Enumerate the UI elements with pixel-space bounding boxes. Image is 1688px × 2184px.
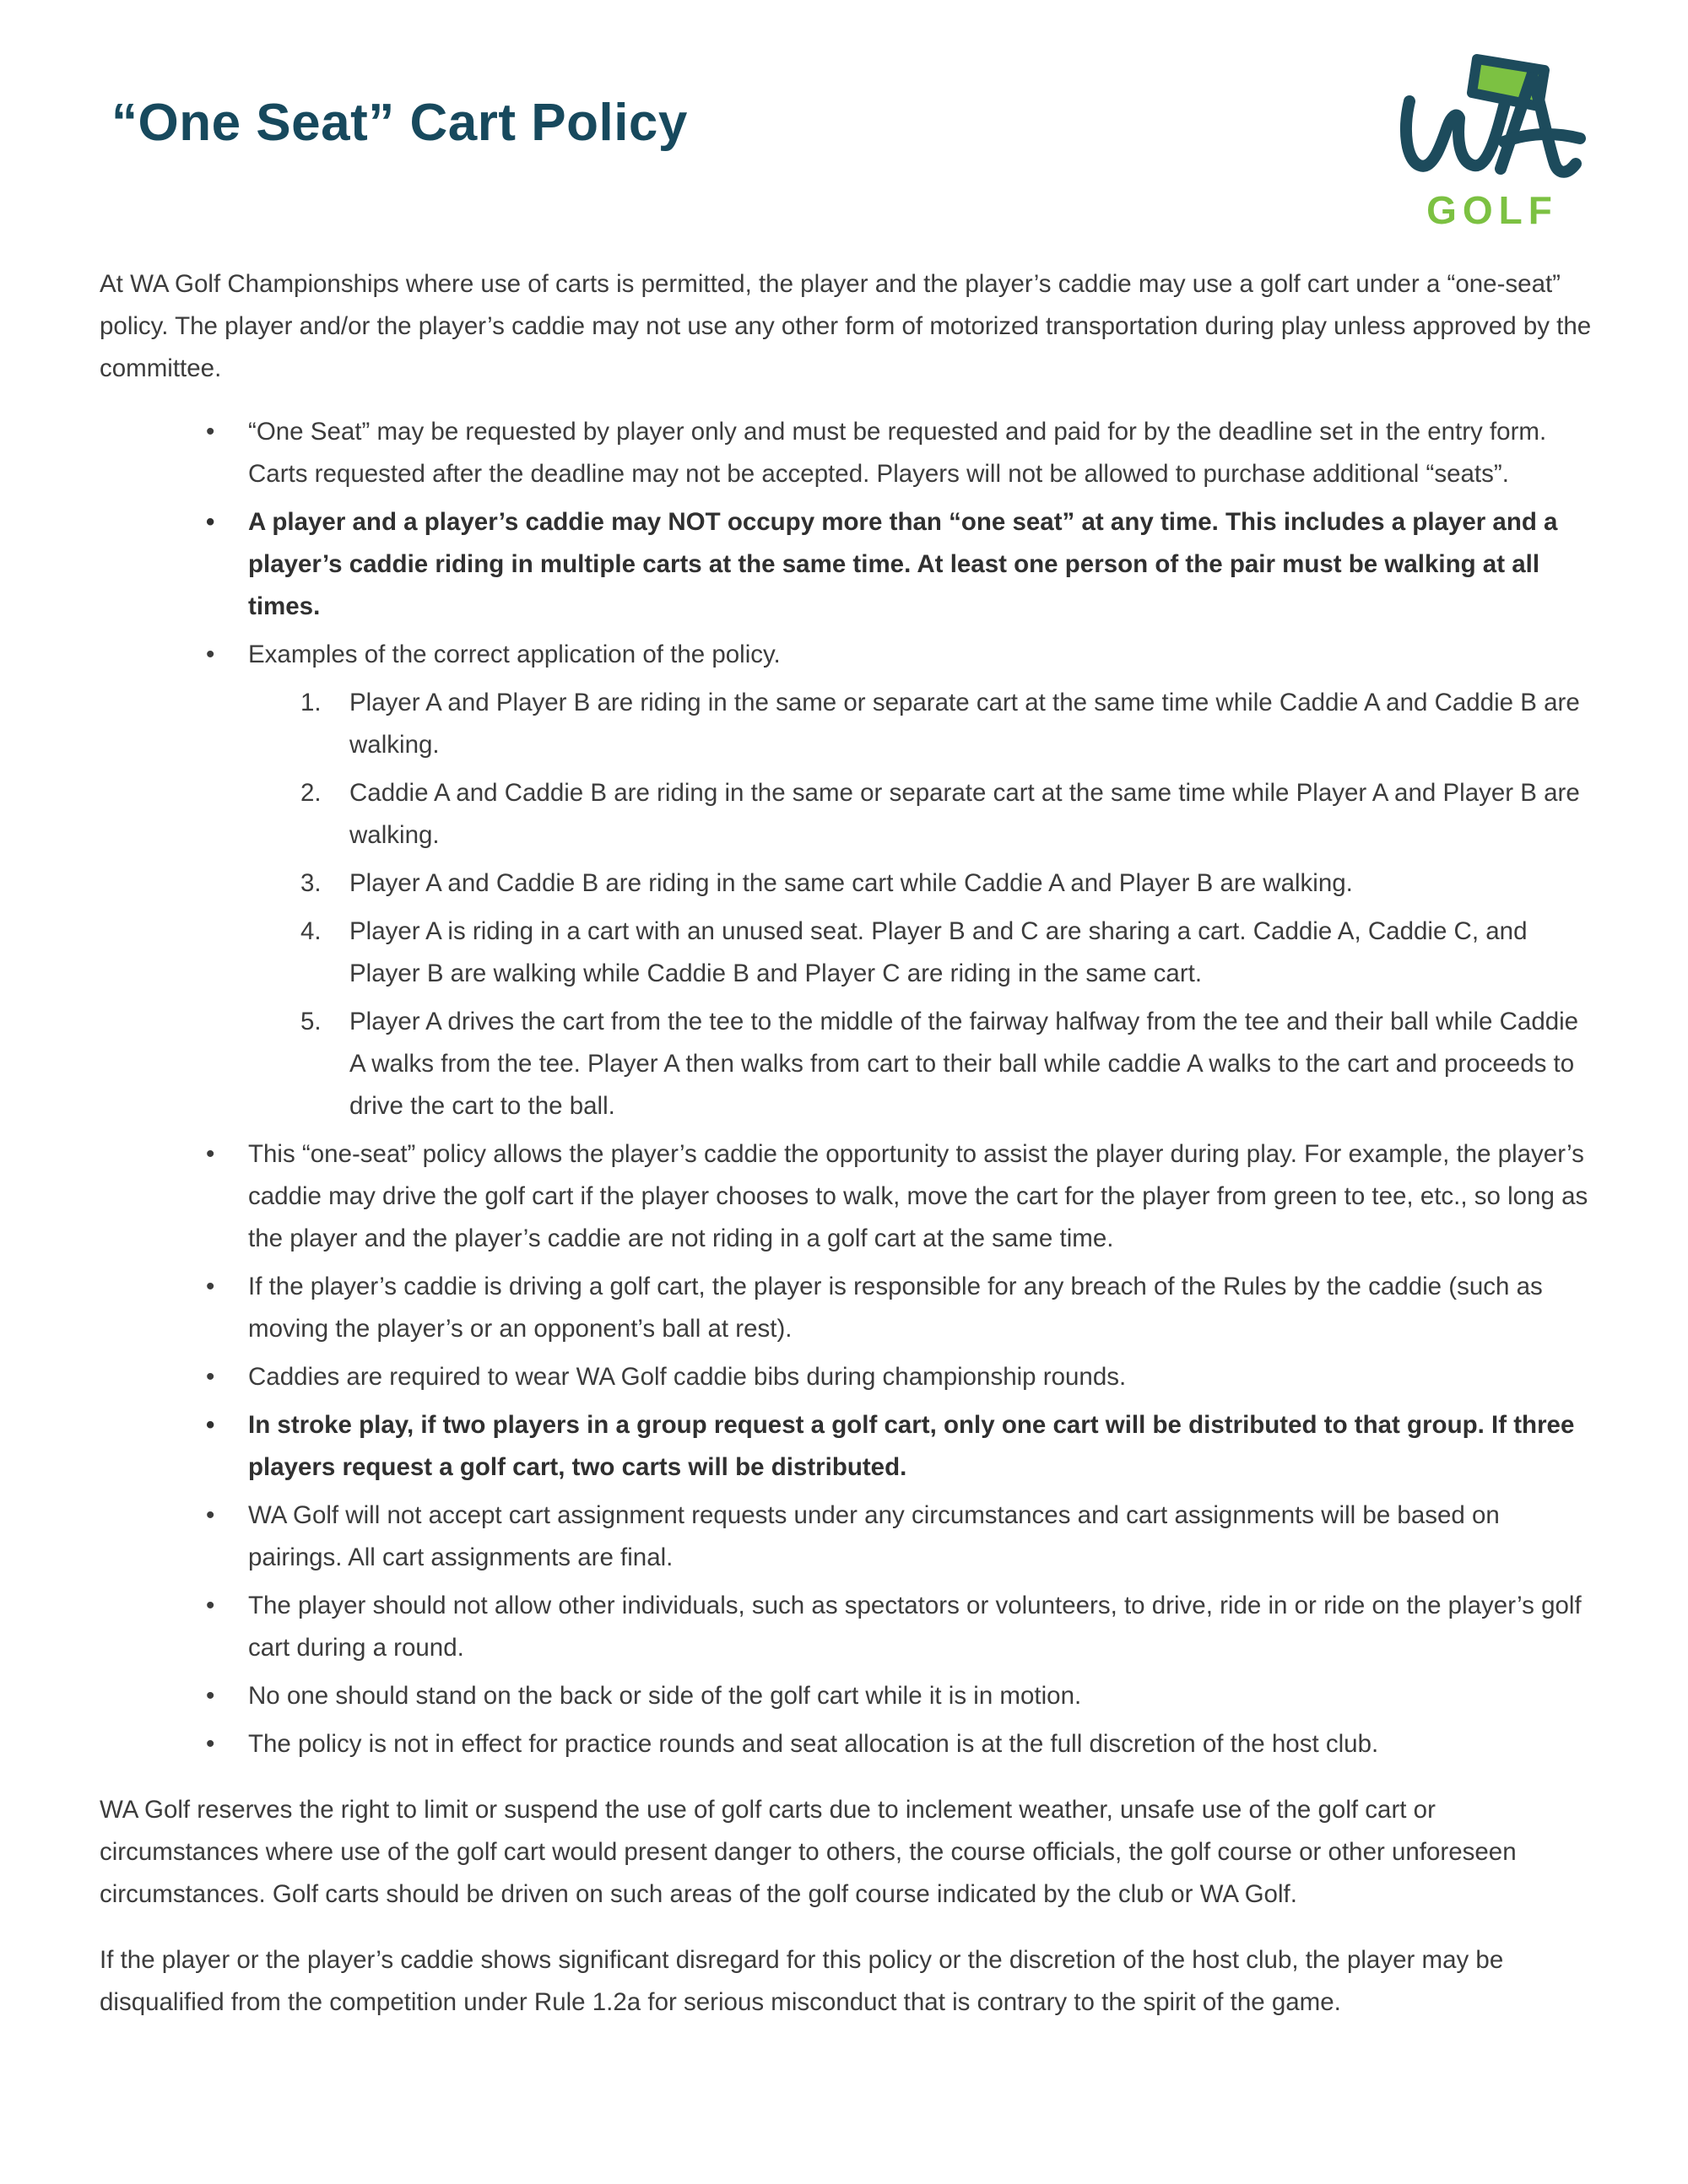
intro-paragraph: At WA Golf Championships where use of carts is permitted, the player and the player’s caddie may use a golf cart under a “one-seat” policy. The player and/or the player’s caddie may not use any other form of motorized transportation during play unless approved by the committee.	[100, 270, 1592, 382]
closing-paragraph: If the player or the player’s caddie shows significant disregard for this policy or the discretion of the host club, the player may be disqualified from the competition under Rule 1.2a for serious misconduct that is contrary to the spirit of the game.	[100, 1946, 1504, 2016]
example-item: Player A and Player B are riding in the same or separate cart at the same time while Caddie A and Caddie B are walking.	[349, 689, 1580, 759]
bullet-item: • No one should stand on the back or side of the golf cart while it is in motion.	[248, 1675, 1595, 1717]
bullet-item: • “One Seat” may be requested by player only and must be requested and paid for by the deadline set in the entry form. Carts requested after the deadline may not be accepted. Players will not be allowed to purchase additional “seats”.	[248, 411, 1595, 495]
document-header	[0, 0, 1688, 235]
bullet-item: • If the player’s caddie is driving a golf cart, the player is responsible for any breach of the Rules by the caddie (such as moving the player’s or an opponent’s ball at rest).	[248, 1266, 1595, 1350]
example-item: Player A and Caddie B are riding in the same cart while Caddie A and Player B are walking.	[349, 869, 1353, 897]
example-item: Player A drives the cart from the tee to the middle of the fairway halfway from the tee and their ball while Caddie A walks from the tee. Player A then walks from cart to their ball while caddie A walks to the cart and proceeds to drive the cart to the ball.	[349, 1008, 1579, 1120]
policy-bullet-list	[100, 411, 1595, 1765]
bullet-item-bold: • A player and a player’s caddie may NOT occupy more than “one seat” at any time. This includes a player and a player’s caddie riding in multiple carts at the same time. At least one person of the pair must be walking at all times.	[248, 501, 1595, 628]
bullet-item-examples	[248, 634, 1595, 1127]
bullet-item: • The player should not allow other individuals, such as spectators or volunteers, to drive, ride in or ride on the player’s golf cart during a round.	[248, 1585, 1595, 1669]
bullet-item: • This “one-seat” policy allows the player’s caddie the opportunity to assist the player during play. For example, the player’s caddie may drive the golf cart if the player chooses to walk, move the cart for the player from green to tee, etc., so long as the player and the player’s caddie are not riding in a golf cart at the same time.	[248, 1133, 1595, 1260]
page-title: “One Seat” Cart Policy	[111, 94, 688, 152]
example-item: Player A is riding in a cart with an unused seat. Player B and C are sharing a cart. Caddie A, Caddie C, and Player B are walking while Caddie B and Player C are riding in the same cart.	[349, 917, 1528, 987]
example-item: Caddie A and Caddie B are riding in the same or separate cart at the same time while Player A and Player B are walking.	[349, 779, 1580, 849]
bullet-item-bold: • In stroke play, if two players in a group request a golf cart, only one cart will be distributed to that group. If three players request a golf cart, two carts will be distributed.	[248, 1404, 1595, 1489]
bullet-item: • Caddies are required to wear WA Golf caddie bibs during championship rounds.	[248, 1356, 1595, 1398]
closing-paragraph: WA Golf reserves the right to limit or suspend the use of golf carts due to inclement weather, unsafe use of the golf cart or circumstances where use of the golf cart would present danger to others, the course officials, the golf course or other unforeseen circumstances. Golf carts should be driven on such areas of the golf course indicated by the club or WA Golf.	[100, 1796, 1517, 1908]
golf-wordmark: GOLF	[1426, 188, 1558, 230]
bullet-item: • WA Golf will not accept cart assignment requests under any circumstances and cart assignments will be based on pairings. All cart assignments are final.	[248, 1495, 1595, 1579]
wa-golf-logo	[1396, 49, 1588, 230]
examples-lead-text: Examples of the correct application of the policy.	[248, 641, 781, 668]
examples-sublist	[248, 682, 1595, 1127]
bullet-item: • The policy is not in effect for practice rounds and seat allocation is at the full discretion of the host club.	[248, 1723, 1595, 1765]
document-body	[0, 235, 1688, 2024]
